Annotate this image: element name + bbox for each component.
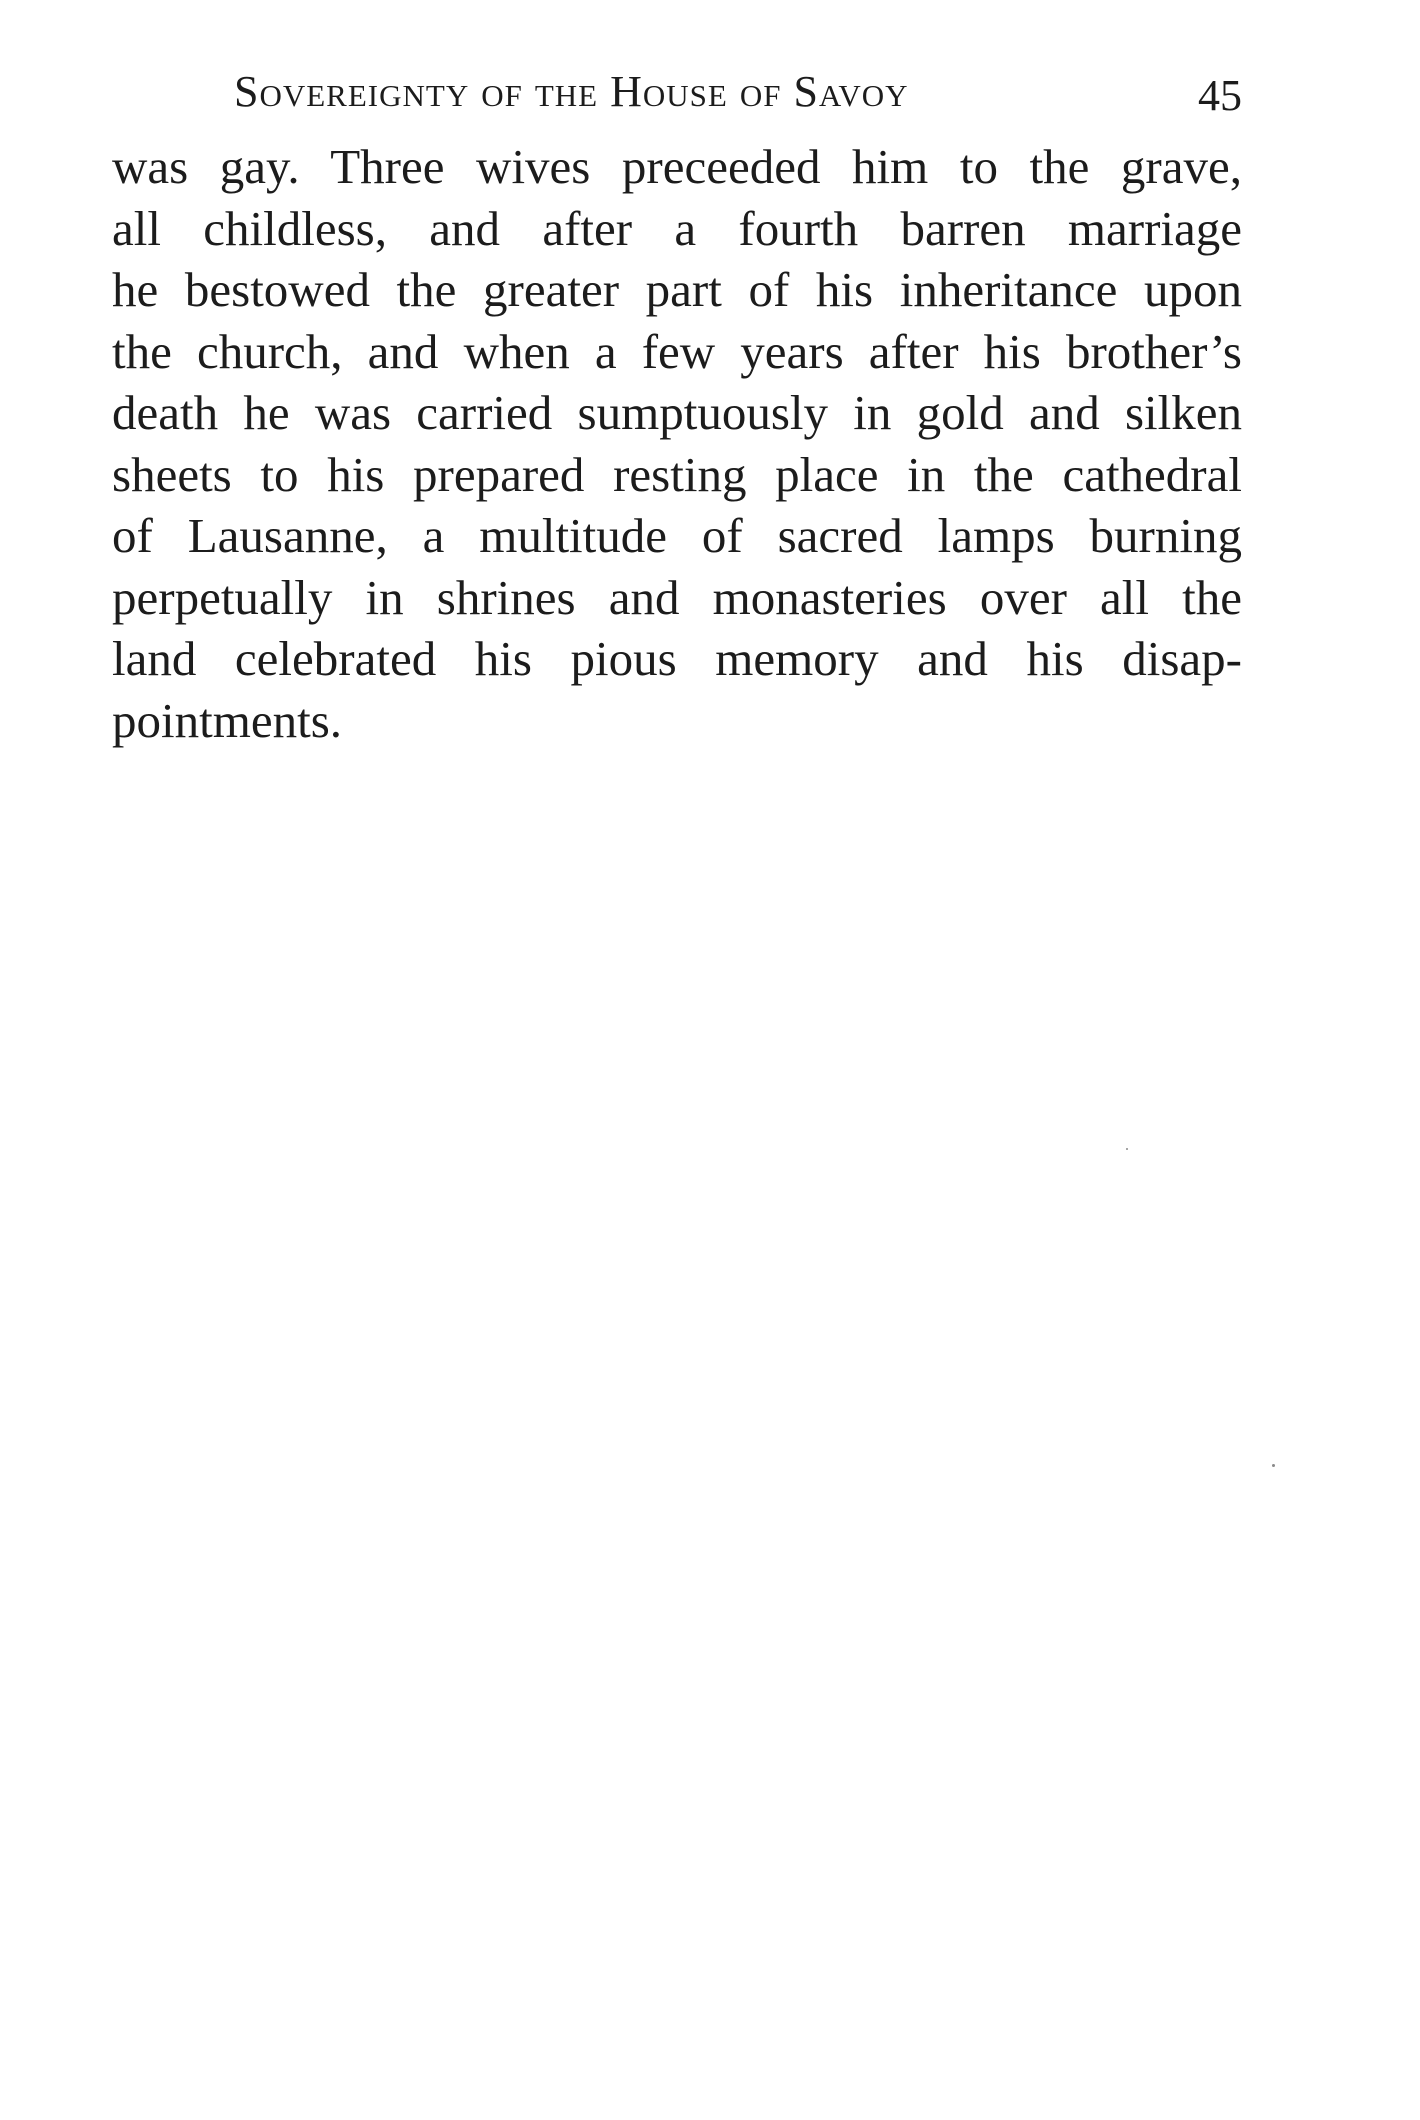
text-line: of Lausanne, a multitude of sacred lamps burning xyxy=(112,508,1242,563)
page-number: 45 xyxy=(1198,71,1242,120)
text-line: was gay. Three wives preceeded him to the grave, xyxy=(112,139,1242,194)
body-text xyxy=(112,136,1242,751)
text-line: all childless, and after a fourth barren marriage xyxy=(112,200,1242,256)
text-line: land celebrated his pious memory and his disap- xyxy=(112,631,1242,686)
scan-speck xyxy=(1126,1148,1128,1150)
text-line: death he was carried sumptuously in gold and silken xyxy=(112,385,1242,440)
text-line-last: pointments. xyxy=(112,692,343,748)
scan-speck xyxy=(1272,1464,1275,1467)
text-line: he bestowed the greater part of his inheritance upon xyxy=(112,262,1242,317)
running-title: Sovereignty of the House of Savoy xyxy=(234,67,909,116)
running-head xyxy=(112,66,1242,126)
text-line: perpetually in shrines and monasteries over all the xyxy=(112,569,1242,625)
text-line: the church, and when a few years after his brother’s xyxy=(112,323,1242,379)
text-line: sheets to his prepared resting place in the cathedral xyxy=(112,446,1242,502)
